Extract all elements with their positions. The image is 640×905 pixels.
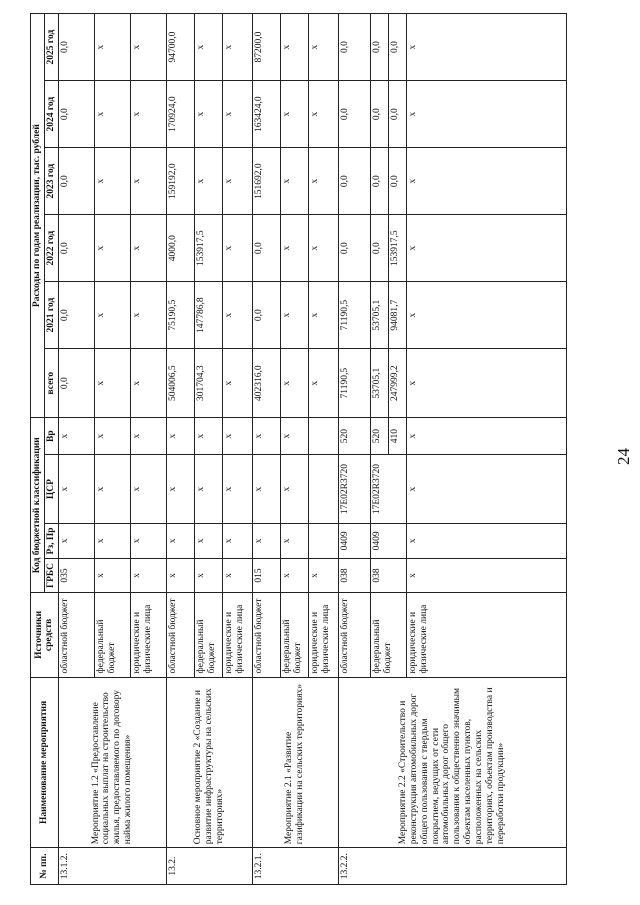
vr-cell: x bbox=[194, 418, 222, 455]
vr-cell: 410 bbox=[388, 418, 406, 455]
y2021-cell: x bbox=[406, 282, 566, 349]
y2023-cell: 0,0 bbox=[338, 148, 370, 215]
csr-cell: x bbox=[94, 455, 130, 524]
y2021-cell: 147786,8 bbox=[194, 282, 222, 349]
csr-cell: 17Е02R3720 bbox=[338, 455, 370, 524]
y2024-cell: 163424,0 bbox=[252, 81, 280, 148]
y2023-cell: x bbox=[130, 148, 166, 215]
row-number: 13.1.2. bbox=[58, 848, 166, 885]
y2022-cell: 0,0 bbox=[252, 215, 280, 282]
total-cell: x bbox=[406, 349, 566, 418]
csr-cell: 17Е02R3720 bbox=[370, 455, 406, 524]
grbs-cell: x bbox=[194, 558, 222, 593]
col-name-header: Наименование мероприятия bbox=[31, 677, 59, 848]
y2022-cell: 0,0 bbox=[370, 215, 388, 282]
grbs-cell: x bbox=[406, 558, 566, 593]
col-2025-header: 2025 год bbox=[44, 14, 58, 81]
rzpr-cell: x bbox=[252, 524, 280, 559]
y2022-cell: 0,0 bbox=[58, 215, 94, 282]
y2021-cell: 53705,1 bbox=[370, 282, 388, 349]
csr-cell: x bbox=[222, 455, 252, 524]
row-number: 13.2.1. bbox=[252, 848, 338, 885]
rzpr-cell: x bbox=[130, 524, 166, 559]
total-cell: 53705,1 bbox=[370, 349, 388, 418]
rzpr-cell: x bbox=[94, 524, 130, 559]
rzpr-cell bbox=[308, 524, 338, 559]
col-source-header: Источники средств bbox=[31, 593, 59, 677]
y2024-cell: x bbox=[222, 81, 252, 148]
y2024-cell: x bbox=[308, 81, 338, 148]
total-cell: 301704,3 bbox=[194, 349, 222, 418]
source-cell: юридические и физические лица bbox=[222, 593, 252, 677]
source-cell: областной бюджет bbox=[166, 593, 194, 677]
y2021-cell: x bbox=[130, 282, 166, 349]
source-cell: федеральный бюджет bbox=[370, 593, 406, 677]
col-no-header: № пп. bbox=[31, 848, 59, 885]
csr-cell: x bbox=[406, 455, 566, 524]
col-2024-header: 2024 год bbox=[44, 81, 58, 148]
budget-table bbox=[30, 13, 567, 885]
source-cell: юридические и физические лица bbox=[130, 593, 166, 677]
y2022-cell: x bbox=[406, 215, 566, 282]
y2021-cell: 71190,5 bbox=[338, 282, 370, 349]
y2025-cell: 0,0 bbox=[388, 14, 406, 81]
grbs-cell: 015 bbox=[252, 558, 280, 593]
y2023-cell: x bbox=[280, 148, 308, 215]
y2025-cell: 94700,0 bbox=[166, 14, 194, 81]
grbs-cell: x bbox=[94, 558, 130, 593]
total-cell: 504006,5 bbox=[166, 349, 194, 418]
rzpr-cell: 0409 bbox=[370, 524, 406, 559]
measure-name: Мероприятие 1.2 «Предоставление социальных выплат на строительство жилья, предоставляемого по договору найма жилого помещения» bbox=[58, 677, 166, 848]
total-cell: x bbox=[280, 349, 308, 418]
y2025-cell: x bbox=[406, 14, 566, 81]
y2021-cell: x bbox=[222, 282, 252, 349]
source-cell: областной бюджет bbox=[338, 593, 370, 677]
vr-cell bbox=[308, 418, 338, 455]
col-2022-header: 2022 год bbox=[44, 215, 58, 282]
y2024-cell: 0,0 bbox=[338, 81, 370, 148]
rzpr-cell: x bbox=[58, 524, 94, 559]
y2022-cell: 153917,5 bbox=[194, 215, 222, 282]
total-cell: 247999,2 bbox=[388, 349, 406, 418]
grbs-cell: x bbox=[308, 558, 338, 593]
vr-cell: x bbox=[94, 418, 130, 455]
csr-cell: x bbox=[252, 455, 280, 524]
vr-cell: x bbox=[406, 418, 566, 455]
grbs-cell: x bbox=[130, 558, 166, 593]
col-rzpr-header: Рз, Пр bbox=[44, 524, 58, 559]
page-number: 24 bbox=[614, 448, 633, 465]
y2023-cell: x bbox=[406, 148, 566, 215]
csr-cell: x bbox=[58, 455, 94, 524]
col-grbs-header: ГРБС bbox=[44, 558, 58, 593]
y2024-cell: 0,0 bbox=[388, 81, 406, 148]
grbs-cell: 038 bbox=[338, 558, 370, 593]
y2021-cell: x bbox=[280, 282, 308, 349]
y2021-cell: x bbox=[308, 282, 338, 349]
y2023-cell: x bbox=[194, 148, 222, 215]
total-cell: x bbox=[130, 349, 166, 418]
y2023-cell: 151692,0 bbox=[252, 148, 280, 215]
y2021-cell: x bbox=[94, 282, 130, 349]
y2025-cell: x bbox=[130, 14, 166, 81]
table-row bbox=[338, 14, 370, 885]
source-cell: юридические и физические лица bbox=[406, 593, 566, 677]
y2023-cell: x bbox=[94, 148, 130, 215]
y2022-cell: x bbox=[94, 215, 130, 282]
y2023-cell: 0,0 bbox=[370, 148, 388, 215]
csr-cell: x bbox=[130, 455, 166, 524]
measure-name: Мероприятие 2.2 «Строительство и реконструкция автомобильных дорог общего пользования с твердым покрытием, ведущих от сети автомобильных дорог общего пользования к общественно значимым объектам населенных пунктов, расположенных на сельских территориях, объектам производства и переработки продукции» bbox=[338, 677, 566, 848]
y2025-cell: x bbox=[222, 14, 252, 81]
rzpr-cell: x bbox=[280, 524, 308, 559]
y2024-cell: x bbox=[94, 81, 130, 148]
table-row bbox=[252, 14, 280, 885]
csr-cell: x bbox=[280, 455, 308, 524]
y2025-cell: 0,0 bbox=[338, 14, 370, 81]
y2023-cell: 0,0 bbox=[58, 148, 94, 215]
measure-name: Мероприятие 2.1 «Развитие газификации на сельских территориях» bbox=[252, 677, 338, 848]
y2021-cell: 0,0 bbox=[252, 282, 280, 349]
y2025-cell: 0,0 bbox=[370, 14, 388, 81]
y2022-cell: 0,0 bbox=[338, 215, 370, 282]
csr-cell: x bbox=[194, 455, 222, 524]
source-cell: областной бюджет bbox=[252, 593, 280, 677]
y2022-cell: 4000,0 bbox=[166, 215, 194, 282]
source-cell: федеральный бюджет bbox=[94, 593, 130, 677]
source-cell: федеральный бюджет bbox=[280, 593, 308, 677]
y2021-cell: 75190,5 bbox=[166, 282, 194, 349]
y2025-cell: 87200,0 bbox=[252, 14, 280, 81]
total-cell: 0,0 bbox=[58, 349, 94, 418]
col-csr-header: ЦСР bbox=[44, 455, 58, 524]
measure-name: Основное мероприятие 2 «Создание и развитие инфраструктуры на сельских территориях» bbox=[166, 677, 252, 848]
vr-cell: x bbox=[130, 418, 166, 455]
grbs-cell: 038 bbox=[370, 558, 406, 593]
y2024-cell: 0,0 bbox=[58, 81, 94, 148]
col-2023-header: 2023 год bbox=[44, 148, 58, 215]
vr-cell: x bbox=[166, 418, 194, 455]
header-row-1 bbox=[31, 14, 45, 885]
y2023-cell: 159192,0 bbox=[166, 148, 194, 215]
y2025-cell: x bbox=[280, 14, 308, 81]
y2022-cell: x bbox=[222, 215, 252, 282]
y2023-cell: 0,0 bbox=[388, 148, 406, 215]
y2022-cell: x bbox=[280, 215, 308, 282]
y2024-cell: x bbox=[406, 81, 566, 148]
y2024-cell: 170924,0 bbox=[166, 81, 194, 148]
vr-cell: x bbox=[58, 418, 94, 455]
y2024-cell: x bbox=[280, 81, 308, 148]
grbs-cell: x bbox=[222, 558, 252, 593]
y2024-cell: 0,0 bbox=[370, 81, 388, 148]
y2022-cell: 153917,5 bbox=[388, 215, 406, 282]
y2022-cell: x bbox=[130, 215, 166, 282]
rzpr-cell: 0409 bbox=[338, 524, 370, 559]
total-cell: 402316,0 bbox=[252, 349, 280, 418]
y2021-cell: 94081,7 bbox=[388, 282, 406, 349]
rzpr-cell: x bbox=[166, 524, 194, 559]
source-cell: федеральный бюджет bbox=[194, 593, 222, 677]
vr-cell: 520 bbox=[370, 418, 388, 455]
row-number: 13.2.2. bbox=[338, 848, 566, 885]
col-kbk-header: Код бюджетной классификации bbox=[31, 418, 45, 593]
grbs-cell: x bbox=[280, 558, 308, 593]
y2025-cell: x bbox=[308, 14, 338, 81]
source-cell: юридические и физические лица bbox=[308, 593, 338, 677]
y2025-cell: x bbox=[194, 14, 222, 81]
vr-cell: x bbox=[252, 418, 280, 455]
col-2021-header: 2021 год bbox=[44, 282, 58, 349]
row-number: 13.2. bbox=[166, 848, 252, 885]
y2025-cell: x bbox=[94, 14, 130, 81]
y2023-cell: x bbox=[308, 148, 338, 215]
rzpr-cell: x bbox=[222, 524, 252, 559]
y2021-cell: 0,0 bbox=[58, 282, 94, 349]
total-cell: x bbox=[94, 349, 130, 418]
rzpr-cell: x bbox=[406, 524, 566, 559]
grbs-cell: x bbox=[166, 558, 194, 593]
table-row bbox=[58, 14, 94, 885]
vr-cell: x bbox=[222, 418, 252, 455]
table-row bbox=[166, 14, 194, 885]
y2024-cell: x bbox=[194, 81, 222, 148]
col-vr-header: Вр bbox=[44, 418, 58, 455]
col-total-header: всего bbox=[44, 349, 58, 418]
csr-cell bbox=[308, 455, 338, 524]
source-cell: областной бюджет bbox=[58, 593, 94, 677]
y2025-cell: 0,0 bbox=[58, 14, 94, 81]
csr-cell: x bbox=[166, 455, 194, 524]
vr-cell: x bbox=[280, 418, 308, 455]
col-expenses-header: Расходы по годам реализации, тыс. рублей bbox=[31, 14, 45, 418]
y2022-cell: x bbox=[308, 215, 338, 282]
grbs-cell: 035 bbox=[58, 558, 94, 593]
rzpr-cell: x bbox=[194, 524, 222, 559]
y2024-cell: x bbox=[130, 81, 166, 148]
total-cell: 71190,5 bbox=[338, 349, 370, 418]
vr-cell: 520 bbox=[338, 418, 370, 455]
total-cell: x bbox=[222, 349, 252, 418]
total-cell: x bbox=[308, 349, 338, 418]
y2023-cell: x bbox=[222, 148, 252, 215]
